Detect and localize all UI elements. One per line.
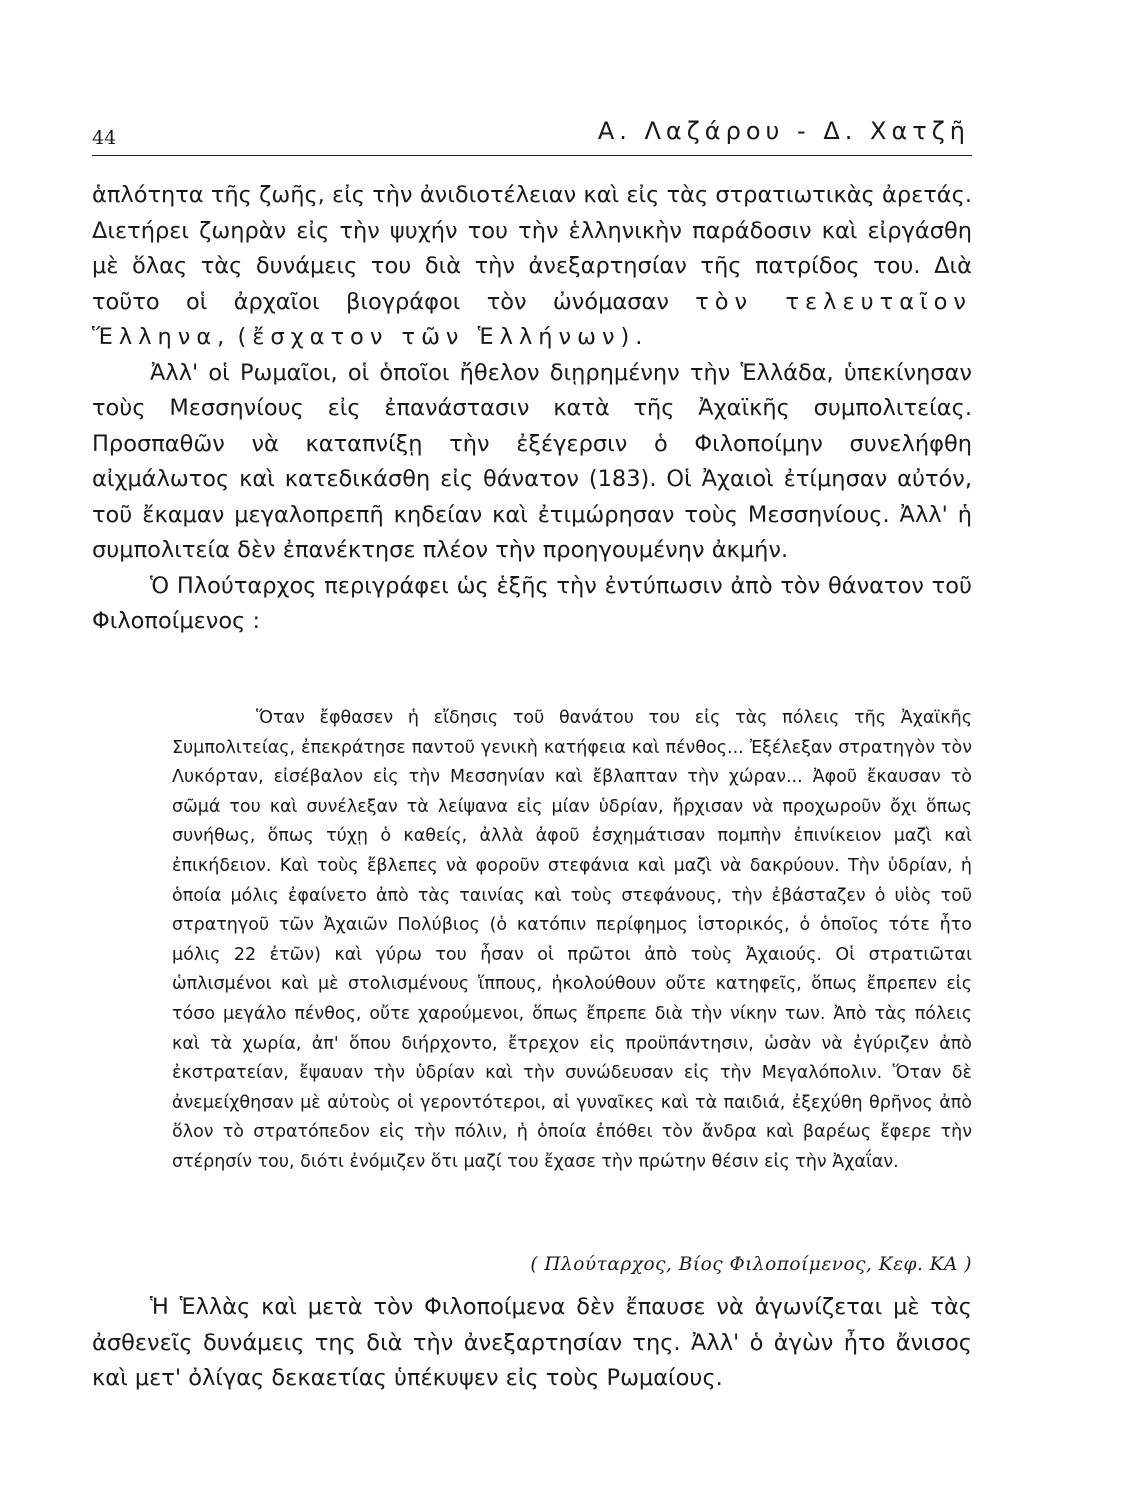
- paragraph-quote-intro: Ὁ Πλούταρχος περιγράφει ὡς ἑξῆς τὴν ἐντύπωσιν ἀπὸ τὸν θάνατον τοῦ Φιλοποίμενος :: [92, 572, 972, 634]
- closing-text: [92, 1290, 972, 1397]
- block-quote: [172, 704, 972, 1178]
- running-title: Α. Λαζάρου - Δ. Χατζῆ: [597, 117, 970, 145]
- paragraph-continued: [92, 178, 972, 356]
- body-text: [92, 178, 972, 640]
- quote-citation: ( Πλούταρχος, Βίος Φιλοποίμενος, Κεφ. ΚΑ ): [530, 1254, 972, 1275]
- page-number: 44: [92, 127, 117, 149]
- spaced-phrase: τὸν τελευταῖον Ἕλληνα,: [92, 288, 972, 350]
- paragraph: Ἀλλ' οἱ Ρωμαῖοι, οἱ ὁποῖοι ἤθελον διῃρημένην τὴν Ἑλλάδα, ὑπεκίνησαν τοὺς Μεσσηνίους εἰς ἐπανάστασιν κατὰ τῆς Ἀχαϊκῆς συμπολιτείας. Προσπαθῶν νὰ καταπνίξῃ τὴν ἐξέγερσιν ὁ Φιλοποίμην συνελήφθη αἰχμάλωτος καὶ κατεδικάσθη εἰς θάνατον (183). Οἱ Ἀχαιοὶ ἐτίμησαν αὐτόν, τοῦ ἔκαμαν μεγαλοπρεπῆ κηδείαν καὶ ἐτιμώρησαν τοὺς Μεσσηνίους. Ἀλλ' ἡ συμπολιτεία δὲν ἐπανέκτησε πλέον τὴν προηγουμένην ἀκμήν.: [92, 359, 972, 563]
- spaced-phrase-parenthetical: (ἔσχατον τῶν Ἑλλήνων).: [237, 324, 649, 350]
- page-header: [92, 105, 972, 156]
- quote-text: Ὅταν ἔφθασεν ἡ εἴδησις τοῦ θανάτου του εἰς τὰς πόλεις τῆς Ἀχαϊκῆς Συμπολιτείας, ἐπεκράτησε παντοῦ γενικὴ κατήφεια καὶ πένθος... Ἐξέλεξαν στρατηγὸν τὸν Λυκόρταν, εἰσέβαλον εἰς τὴν Μεσσηνίαν καὶ ἔβλαπταν τὴν χώραν... Ἀφοῦ ἔκαυσαν τὸ σῶμά του καὶ συνέλεξαν τὰ λείψανα εἰς μίαν ὑδρίαν, ἤρχισαν νὰ προχωροῦν ὄχι ὅπως συνήθως, ὅπως τύχῃ ὁ καθείς, ἀλλὰ ἀφοῦ ἐσχημάτισαν πομπὴν ἐπινίκειον μαζὶ καὶ ἐπικήδειον. Καὶ τοὺς ἔβλεπες νὰ φοροῦν στεφάνια καὶ μαζὶ νὰ δακρύουν. Τὴν ὑδρίαν, ἡ ὁποία μόλις ἐφαίνετο ἀπὸ τὰς ταινίας καὶ τοὺς στεφάνους, τὴν ἐβάσταζεν ὁ υἱὸς τοῦ στρατηγοῦ τῶν Ἀχαιῶν Πολύβιος (ὁ κατόπιν περίφημος ἱστορικός, ὁ ὁποῖος τότε ἦτο μόλις 22 ἐτῶν) καὶ γύρω του ἦσαν οἱ πρῶτοι ἀπὸ τοὺς Ἀχαιούς. Οἱ στρατιῶται ὡπλισμένοι καὶ μὲ στολισμένους ἵππους, ἠκολούθουν οὔτε κατηφεῖς, ὅπως ἔπρεπεν εἰς τόσο μεγάλο πένθος, οὔτε χαρούμενοι, ὅπως ἔπρεπε διὰ τὴν νίκην των. Ἀπὸ τὰς πόλεις καὶ τὰ χωρία, ἀπ' ὅπου διήρχοντο, ἔτρεχον εἰς προϋπάντησιν, ὡσὰν νὰ ἐγύριζεν ἀπὸ ἐκστρατείαν, ἔψαυαν τὴν ὑδρίαν καὶ τὴν συνώδευσαν εἰς τὴν Μεγαλόπολιν. Ὅταν δὲ ἀνεμείχθησαν μὲ αὐτοὺς οἱ γεροντότεροι, αἱ γυναῖκες καὶ τὰ παιδιά, ἐξεχύθη θρῆνος ἀπὸ ὅλον τὸ στρατόπεδον εἰς τὴν πόλιν, ἡ ὁποία ἐπόθει τὸν ἄνδρα καὶ βαρέως ἔφερε τὴν στέρησίν του, διότι ἐνόμιζεν ὅτι μαζί του ἔχασε τὴν πρώτην θέσιν εἰς τὴν Ἀχαΐαν.: [172, 708, 972, 1172]
- paragraph-text: ἁπλότητα τῆς ζωῆς, εἰς τὴν ἀνιδιοτέλειαν καὶ εἰς τὰς στρατιωτικὰς ἀρετάς. Διετήρει ζωηρὰν εἰς τὴν ψυχήν του τὴν ἑλληνικὴν παράδοσιν καὶ εἰργάσθη μὲ ὅλας τὰς δυνάμεις του διὰ τὴν ἀνεξαρτησίαν τῆς πατρίδος του. Διὰ τοῦτο οἱ ἀρχαῖοι βιογράφοι τὸν ὠνόμασαν: [92, 182, 972, 315]
- closing-paragraph: Ἡ Ἑλλὰς καὶ μετὰ τὸν Φιλοποίμενα δὲν ἔπαυσε νὰ ἀγωνίζεται μὲ τὰς ἀσθενεῖς δυνάμεις της διὰ τὴν ἀνεξαρτησίαν της. Ἀλλ' ὁ ἀγὼν ἦτο ἄνισος καὶ μετ' ὀλίγας δεκαετίας ὑπέκυψεν εἰς τοὺς Ρωμαίους.: [92, 1294, 972, 1391]
